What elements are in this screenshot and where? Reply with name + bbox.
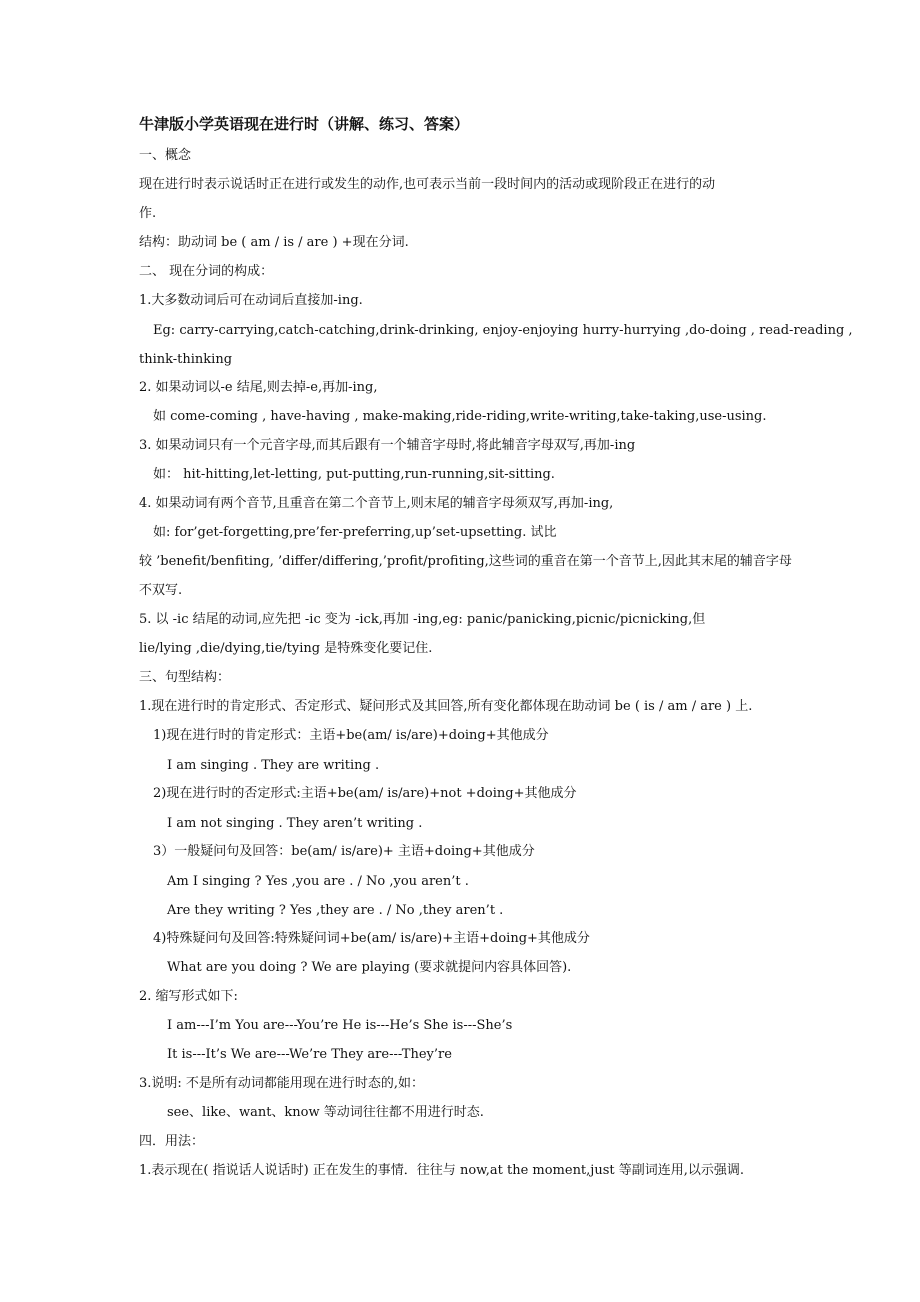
example-line: I am---I’m You are---You’re He is---He’s She is---She’s — [167, 1018, 513, 1033]
example-line: Eg: carry-carrying,catch-catching,drink-drinking, enjoy-enjoying hurry-hurrying ,do-doing , read-reading , — [153, 323, 853, 338]
section-heading-sentence-structure: 三、句型结构： — [139, 670, 231, 685]
subrule-negative: 2)现在进行时的否定形式:主语+be(am/ is/are)+not +doing+其他成分 — [153, 786, 577, 801]
rule-3: 3. 如果动词只有一个元音字母,而其后跟有一个辅音字母时,将此辅音字母双写,再加-ing — [139, 438, 636, 453]
subrule-question: 3）一般疑问句及回答：be(am/ is/are)+ 主语+doing+其他成分 — [153, 844, 535, 859]
example-line: It is---It’s We are---We’re They are---They’re — [167, 1047, 452, 1062]
example-line: 如: for’get-forgetting,pre’fer-preferring,up’set-upsetting. 试比 — [153, 525, 557, 540]
rule-4: 4. 如果动词有两个音节,且重音在第二个音节上,则末尾的辅音字母须双写,再加-ing, — [139, 496, 614, 511]
example-line: see、like、want、know 等动词往往都不用进行时态. — [167, 1105, 484, 1120]
example-line: Am I singing ? Yes ,you are . / No ,you aren’t . — [167, 874, 469, 889]
usage-rule-1: 1.表示现在( 指说话人说话时) 正在发生的事情．往往与 now,at the moment,just 等副词连用,以示强调. — [139, 1163, 744, 1178]
section-heading-usage: 四．用法： — [139, 1134, 205, 1149]
paragraph-line: 现在进行时表示说话时正在进行或发生的动作,也可表示当前一段时间内的活动或现阶段正在进行的动 — [139, 177, 716, 192]
document-title: 牛津版小学英语现在进行时（讲解、练习、答案） — [139, 115, 470, 133]
subrule-affirmative: 1)现在进行时的肯定形式：主语+be(am/ is/are)+doing+其他成分 — [153, 728, 549, 743]
example-line: Are they writing ? Yes ,they are . / No ,they aren’t . — [167, 903, 504, 918]
paragraph-line: 作. — [139, 206, 157, 221]
subrule-special-question: 4)特殊疑问句及回答:特殊疑问词+be(am/ is/are)+主语+doing+其他成分 — [153, 931, 590, 946]
example-line: I am singing . They are writing . — [167, 758, 380, 773]
example-line: What are you doing ? We are playing (要求就提问内容具体回答). — [167, 960, 572, 975]
paragraph-line: 较 ’benefit/benfiting, ’differ/differing,’profit/profiting,这些词的重音在第一个音节上,因此其末尾的辅音字母 — [139, 554, 792, 569]
paragraph-line: lie/lying ,die/dying,tie/tying 是特殊变化要记住. — [139, 641, 433, 656]
example-line: think-thinking — [139, 352, 233, 367]
rule-1: 1.大多数动词后可在动词后直接加-ing. — [139, 293, 363, 308]
paragraph-line: 不双写. — [139, 583, 183, 598]
rule-sentence-1: 1.现在进行时的肯定形式、否定形式、疑问形式及其回答,所有变化都体现在助动词 be ( is / am / are ) 上. — [139, 699, 753, 714]
rule-sentence-3: 3.说明: 不是所有动词都能用现在进行时态的,如： — [139, 1076, 425, 1091]
example-line: I am not singing . They aren’t writing . — [167, 816, 423, 831]
rule-5: 5. 以 -ic 结尾的动词,应先把 -ic 变为 -ick,再加 -ing,eg: panic/panicking,picnic/picnicking,但 — [139, 612, 706, 627]
example-line: 如 come-coming , have-having , make-making,ride-riding,write-writing,take-taking,use-using. — [153, 409, 767, 424]
example-line: 如： hit-hitting,let-letting, put-putting,run-running,sit-sitting. — [153, 467, 555, 482]
section-heading-participle: 二、 现在分词的构成： — [139, 264, 274, 279]
rule-2: 2. 如果动词以-e 结尾,则去掉-e,再加-ing, — [139, 380, 378, 395]
section-heading-concept: 一、概念 — [139, 148, 192, 163]
rule-sentence-2: 2. 缩写形式如下: — [139, 989, 238, 1004]
structure-line: 结构：助动词 be ( am / is / are ) +现在分词. — [139, 235, 409, 250]
